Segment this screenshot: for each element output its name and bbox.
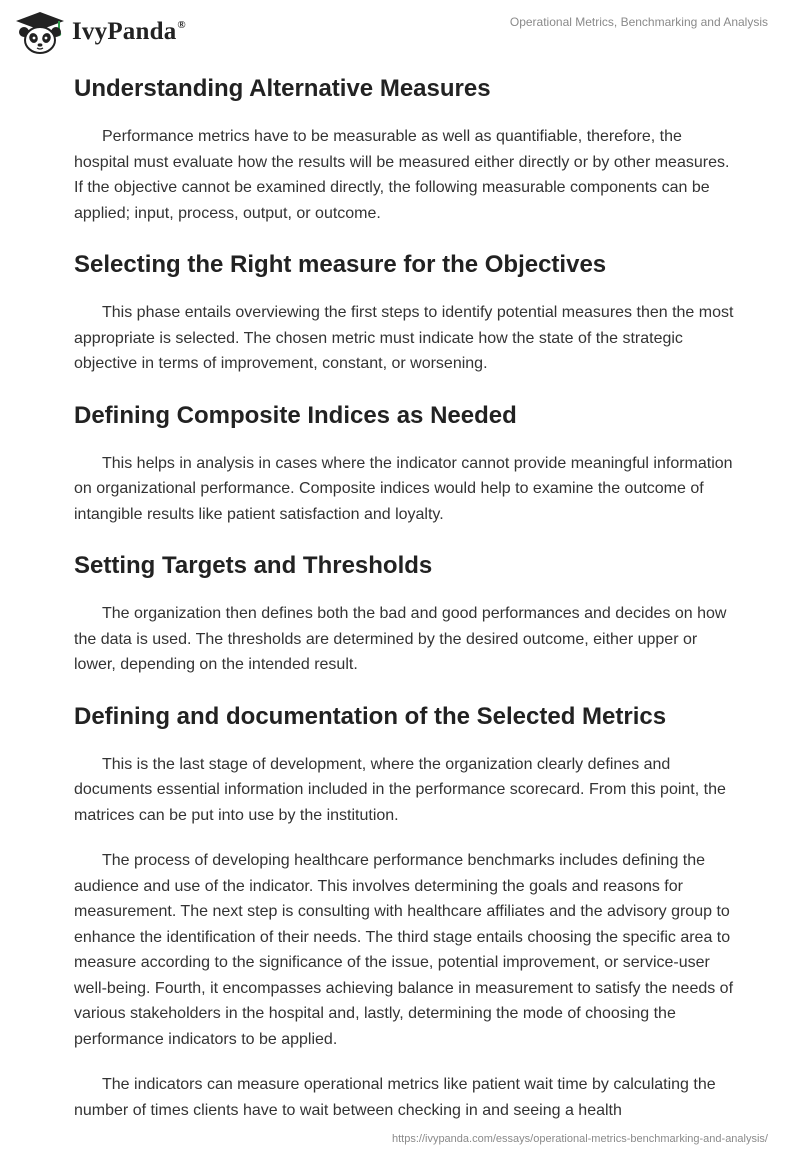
- ivypanda-logo[interactable]: [14, 10, 186, 54]
- paragraph: This helps in analysis in cases where the indicator cannot provide meaningful information on organizational performance. Composite indices would help to examine the outcome of intangible results like patient satisfaction and loyalty.: [74, 454, 733, 523]
- paragraph: The process of developing healthcare performance benchmarks includes defining the audience and use of the indicator. This involves determining the goals and reasons for measurement. The next step is consulting with healthcare affiliates and the advisory group to enhance the identification of their needs. The third stage entails choosing the specific area to measure according to the significance of the issue, potential improvement, or service-user well-being. Fourth, it encompasses achieving balance in measurement to satisfy the needs of various stakeholders in the hospital and, lastly, determining the mode of choosing the performance indicators to be applied.: [74, 852, 734, 1048]
- section-heading: Defining and documentation of the Selected Metrics: [74, 702, 667, 730]
- section-heading: Defining Composite Indices as Needed: [74, 401, 517, 429]
- section-heading: Understanding Alternative Measures: [74, 75, 491, 102]
- section-heading: Selecting the Right measure for the Objectives: [74, 251, 607, 278]
- page-header: [0, 0, 800, 64]
- paragraph: The organization then defines both the bad and good performances and decides on how the data is used. The thresholds are determined by the desired outcome, either upper or lower, depending on the intended result.: [74, 605, 727, 673]
- document-title: Operational Metrics, Benchmarking and Analysis: [509, 15, 768, 29]
- paragraph: Performance metrics have to be measurable as well as quantifiable, therefore, the hospital must evaluate how the results will be measured either directly or by other measures. If the objective cannot be examined directly, the following measurable components can be applied; input, process, output, or outcome.: [74, 128, 730, 222]
- section-heading: Setting Targets and Thresholds: [74, 552, 433, 579]
- panda-graduate-icon: [14, 10, 66, 54]
- paragraph: This is the last stage of development, where the organization clearly defines and documents essential information included in the performance scorecard. From this point, the matrices can be put into use by the institution.: [74, 755, 726, 824]
- logo-text: IvyPanda®: [72, 18, 186, 45]
- article-body: [74, 70, 734, 1143]
- paragraph: The indicators can measure operational metrics like patient wait time by calculating the number of times clients have to wait between checking in and seeing a health: [74, 1076, 716, 1119]
- paragraph: This phase entails overviewing the first steps to identify potential measures then the most appropriate is selected. The chosen metric must indicate how the state of the strategic objective in terms of improvement, constant, or worsening.: [74, 304, 734, 372]
- source-url[interactable]: https://ivypanda.com/essays/operational-metrics-benchmarking-and-analysis/: [391, 1133, 768, 1145]
